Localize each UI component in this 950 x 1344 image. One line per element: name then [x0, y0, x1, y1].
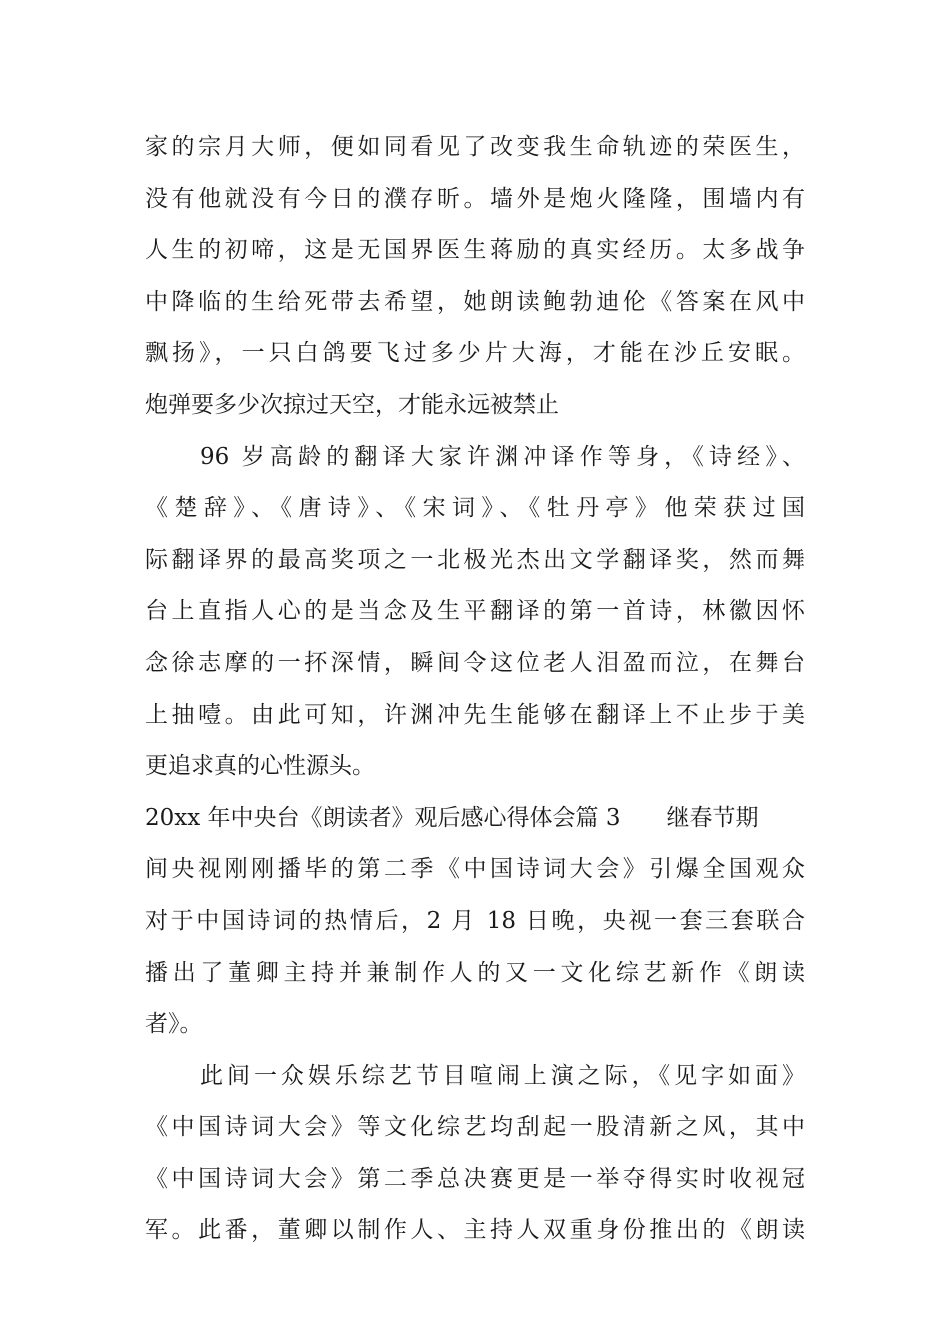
paragraph-3-line-2: 间央视刚刚播毕的第二季《中国诗词大会》引爆全国观众: [145, 856, 805, 883]
paragraph-4-line-3: 《中国诗词大会》第二季总决赛更是一举夺得实时收视冠: [145, 1165, 805, 1192]
paragraph-2-line-4: 台上直指人心的是当念及生平翻译的第一首诗，林徽因怀: [145, 598, 805, 625]
paragraph-1-line-3: 人生的初啼，这是无国界医生蒋励的真实经历。太多战争: [145, 237, 805, 264]
paragraph-4-line-1: 此间一众娱乐综艺节目喧闹上演之际，《见字如面》: [200, 1062, 805, 1089]
section-heading: 20xx 年中央台《朗读者》观后感心得体会篇 3: [145, 804, 621, 831]
paragraph-2-line-1: 96 岁高龄的翻译大家许渊冲译作等身，《诗经》、: [200, 443, 805, 470]
paragraph-1-line-1: 家的宗月大师，便如同看见了改变我生命轨迹的荣医生，: [145, 134, 805, 160]
paragraph-3-line-1: 继春节期: [666, 804, 759, 831]
paragraph-1-line-6: 炮弹要多少次掠过天空，才能永远被禁止: [145, 391, 559, 418]
paragraph-4-line-4: 军。此番，董卿以制作人、主持人双重身份推出的《朗读: [145, 1217, 805, 1244]
paragraph-1-line-5: 飘扬》，一只白鸽要飞过多少片大海，才能在沙丘安眠。: [145, 340, 805, 367]
paragraph-1-line-2: 没有他就没有今日的濮存昕。墙外是炮火隆隆，围墙内有: [145, 185, 805, 212]
paragraph-2-line-2: 《楚辞》、《唐诗》、《宋词》、《牡丹亭》他荣获过国: [145, 495, 805, 522]
paragraph-2-line-3: 际翻译界的最高奖项之一北极光杰出文学翻译奖，然而舞: [145, 546, 805, 573]
paragraph-2-line-7: 更追求真的心性源头。: [145, 753, 375, 780]
paragraph-2-line-5: 念徐志摩的一抔深情，瞬间令这位老人泪盈而泣，在舞台: [145, 649, 805, 676]
paragraph-1-line-4: 中降临的生给死带去希望，她朗读鲍勃迪伦《答案在风中: [145, 288, 805, 315]
section-heading-line: [145, 795, 805, 847]
paragraph-3-line-4: 播出了董卿主持并兼制作人的又一文化综艺新作《朗读: [145, 959, 805, 986]
paragraph-3-line-5: 者》。: [145, 1011, 203, 1038]
document-body: [145, 124, 805, 1259]
paragraph-3-line-3: 对于中国诗词的热情后，2 月 18 日晚，央视一套三套联合: [145, 907, 805, 934]
paragraph-2-line-6: 上抽噎。由此可知，许渊冲先生能够在翻译上不止步于美: [145, 701, 805, 728]
paragraph-4-line-2: 《中国诗词大会》等文化综艺均刮起一股清新之风，其中: [145, 1114, 805, 1141]
